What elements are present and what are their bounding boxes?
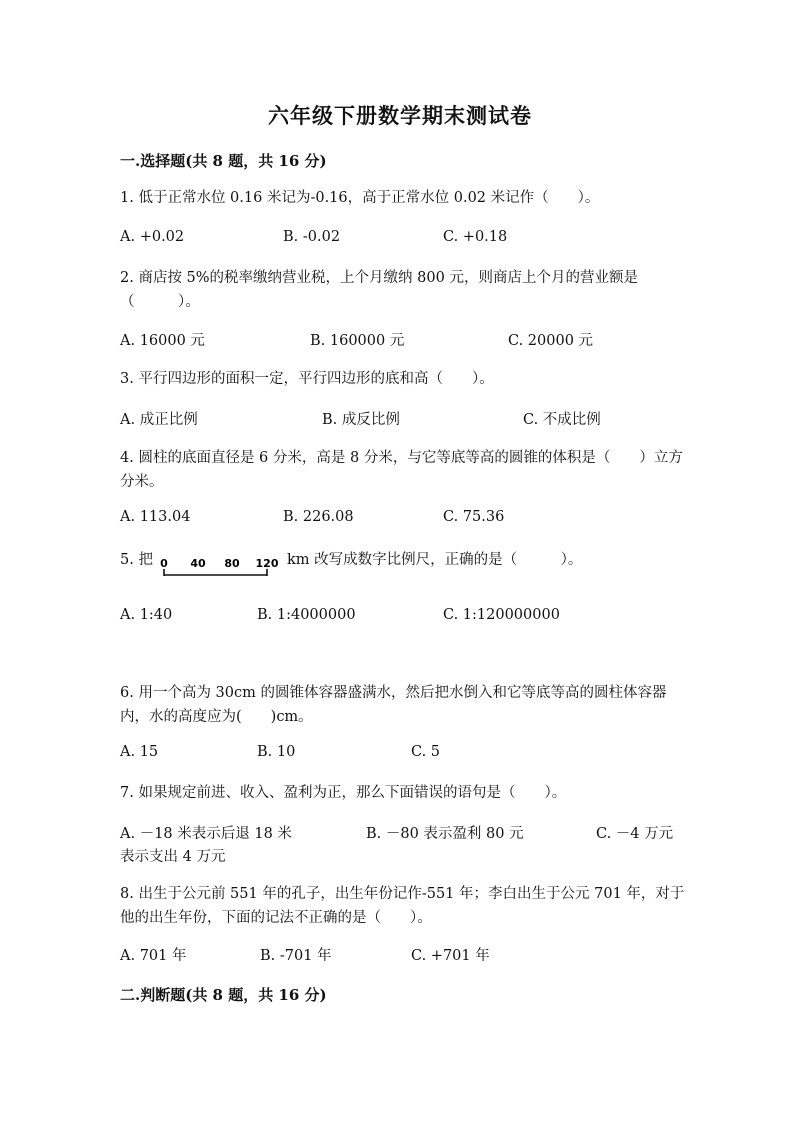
question-8-option-c: C. +701 年 [411, 948, 490, 964]
question-3-option-c: C. 不成比例 [523, 412, 601, 428]
question-7-option-c: C. －4 万元 [596, 826, 674, 842]
question-6-option-a: A. 15 [120, 744, 159, 760]
question-8-option-b: B. -701 年 [260, 948, 332, 964]
scale-tick-label: 120 [255, 557, 279, 570]
question-7-option-a: A. －18 米表示后退 18 米 [120, 826, 292, 842]
question-4-option-a: A. 113.04 [120, 509, 191, 525]
question-7-option-b: B. －80 表示盈利 80 元 [366, 826, 524, 842]
scale-tick-label: 0 [160, 557, 168, 570]
question-3-option-b: B. 成反比例 [322, 412, 400, 428]
question-8-stem: 8. 出生于公元前 551 年的孔子，出生年份记作-551 年；李白出生于公元 701 年，对于他的出生年份，下面的记法不正确的是（ ）。 [120, 886, 685, 926]
question-5-prefix: 5. 把 [120, 552, 153, 568]
line-scale-figure [158, 556, 282, 582]
question-4-stem: 4. 圆柱的底面直径是 6 分米，高是 8 分米，与它等底等高的圆锥的体积是（ ）立方分米。 [120, 450, 683, 490]
page-title: 六年级下册数学期末测试卷 [268, 103, 532, 128]
question-5-option-c: C. 1:120000000 [443, 607, 560, 623]
question-3-option-a: A. 成正比例 [120, 412, 198, 428]
question-1-option-b: B. -0.02 [283, 229, 341, 245]
question-1-stem: 1. 低于正常水位 0.16 米记为-0.16，高于正常水位 0.02 米记作（ ）。 [120, 190, 600, 206]
question-8-option-a: A. 701 年 [120, 948, 187, 964]
question-7-stem: 7. 如果规定前进、收入、盈利为正，那么下面错误的语句是（ ）。 [120, 785, 567, 801]
question-2-option-b: B. 160000 元 [310, 333, 405, 349]
question-1-option-c: C. +0.18 [443, 229, 508, 245]
question-2-stem: 2. 商店按 5%的税率缴纳营业税，上个月缴纳 800 元，则商店上个月的营业额是（ ）。 [120, 270, 638, 310]
question-1-option-a: A. +0.02 [120, 229, 185, 245]
question-5-option-b: B. 1:4000000 [257, 607, 356, 623]
scale-tick-label: 40 [190, 557, 206, 570]
question-3-stem: 3. 平行四边形的面积一定，平行四边形的底和高（ ）。 [120, 371, 494, 387]
question-5-option-a: A. 1:40 [120, 607, 173, 623]
question-6-stem: 6. 用一个高为 30cm 的圆锥体容器盛满水，然后把水倒入和它等底等高的圆柱体容器内，水的高度应为( )cm。 [120, 685, 667, 725]
question-6-option-c: C. 5 [411, 744, 441, 760]
scale-tick-label: 80 [224, 557, 240, 570]
section-heading-choice: 一.选择题(共 8 题，共 16 分) [120, 152, 327, 170]
question-4-option-b: B. 226.08 [283, 509, 354, 525]
question-4-option-c: C. 75.36 [443, 509, 505, 525]
question-2-option-a: A. 16000 元 [120, 333, 205, 349]
question-2-option-c: C. 20000 元 [508, 333, 594, 349]
question-7-option-c-continued: 表示支出 4 万元 [120, 849, 226, 865]
section-heading-judgement: 二.判断题(共 8 题，共 16 分) [120, 986, 327, 1004]
question-5-stem: km 改写成数字比例尺，正确的是（ ）。 [287, 552, 583, 568]
question-6-option-b: B. 10 [257, 744, 296, 760]
